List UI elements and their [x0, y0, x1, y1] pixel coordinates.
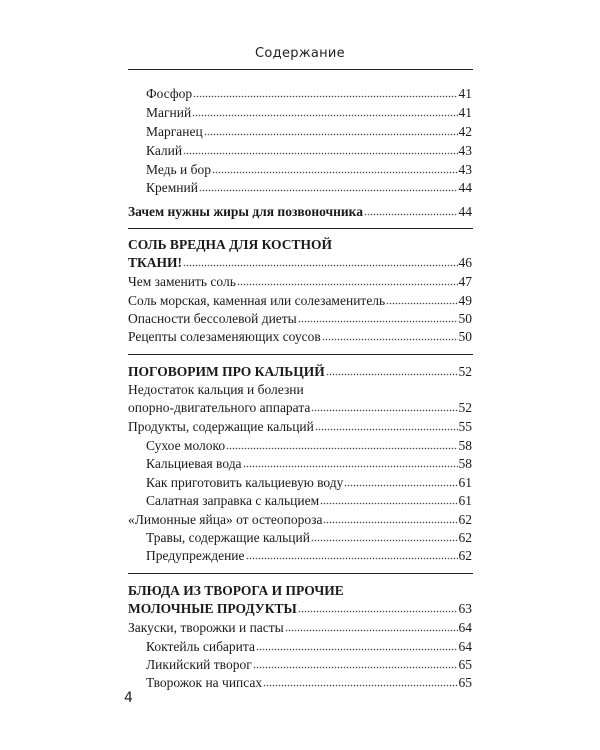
- toc-entry-title: Медь и бор: [146, 162, 212, 177]
- toc-entry[interactable]: [128, 310, 472, 327]
- toc-entry[interactable]: [146, 104, 472, 121]
- toc-entry[interactable]: [146, 123, 472, 140]
- dot-leader: [315, 419, 458, 431]
- toc-entry-title: Кальциевая вода: [146, 456, 242, 471]
- toc-entry-page: 62: [458, 530, 472, 545]
- dot-leader: [320, 493, 457, 505]
- toc-entry[interactable]: [146, 161, 472, 178]
- dot-leader: [183, 143, 457, 155]
- toc-entry[interactable]: [146, 455, 472, 472]
- toc-entry[interactable]: [128, 399, 472, 416]
- toc-entry-page: 50: [458, 329, 472, 344]
- toc-entry-title: Предупреждение: [146, 548, 245, 563]
- dot-leader: [193, 86, 457, 98]
- toc-entry[interactable]: [128, 328, 472, 345]
- toc-entry-title: Закуски, творожки и пасты: [128, 620, 284, 635]
- chapter-title-line[interactable]: СОЛЬ ВРЕДНА ДЛЯ КОСТНОЙ: [128, 237, 332, 252]
- toc-entry[interactable]: [146, 142, 472, 159]
- toc-entry-title: Калий: [146, 143, 183, 158]
- toc-entry-title: ТКАНИ!: [128, 255, 183, 270]
- toc-entry[interactable]: [146, 547, 472, 564]
- dot-leader: [344, 475, 457, 487]
- toc-entry-page: 44: [458, 180, 472, 195]
- toc-entry-title: ПОГОВОРИМ ПРО КАЛЬЦИЙ: [128, 364, 325, 379]
- toc-entry-title: Травы, содержащие кальций: [146, 530, 310, 545]
- toc-entry[interactable]: [146, 492, 472, 509]
- toc-entry-page: 52: [458, 364, 472, 379]
- section-divider: [128, 228, 473, 229]
- toc-entry-page: 58: [458, 438, 472, 453]
- toc-entry-title: Как приготовить кальциевую воду: [146, 475, 344, 490]
- toc-entry-title: Соль морская, каменная или солезаменитель: [128, 293, 386, 308]
- dot-leader: [322, 329, 458, 341]
- dot-leader: [326, 364, 458, 376]
- dot-leader: [386, 293, 457, 305]
- toc-entry-page: 49: [458, 293, 472, 308]
- dot-leader: [263, 675, 457, 687]
- toc-entry[interactable]: [128, 619, 472, 636]
- toc-entry-page: 46: [458, 255, 472, 270]
- toc-entry[interactable]: [128, 292, 472, 309]
- toc-entry-page: 52: [458, 400, 472, 415]
- dot-leader: [246, 548, 458, 560]
- dot-leader: [323, 512, 457, 524]
- toc-entry[interactable]: [146, 656, 472, 673]
- toc-entry-title: Ликийский творог: [146, 657, 252, 672]
- chapter-title[interactable]: [128, 254, 472, 271]
- dot-leader: [298, 311, 458, 323]
- running-header: Содержание: [255, 46, 345, 61]
- toc-entry-title: Коктейль сибарита: [146, 639, 255, 654]
- toc-entry-page: 43: [458, 162, 472, 177]
- dot-leader: [285, 620, 458, 632]
- toc-entry-page: 42: [458, 124, 472, 139]
- toc-entry-title: Марганец: [146, 124, 203, 139]
- toc-entry-title: Творожок на чипсах: [146, 675, 263, 690]
- toc-entry-page: 47: [458, 274, 472, 289]
- toc-entry-title: МОЛОЧНЫЕ ПРОДУКТЫ: [128, 601, 297, 616]
- toc-entry-title: Чем заменить соль: [128, 274, 236, 289]
- dot-leader: [237, 274, 458, 286]
- toc-entry[interactable]: [146, 529, 472, 546]
- dot-leader: [311, 530, 458, 542]
- dot-leader: [298, 601, 458, 613]
- toc-entry-page: 64: [458, 620, 472, 635]
- dot-leader: [256, 639, 458, 651]
- toc-entry-page: 65: [458, 675, 472, 690]
- chapter-title-line[interactable]: БЛЮДА ИЗ ТВОРОГА И ПРОЧИЕ: [128, 583, 344, 598]
- section-divider: [128, 573, 473, 574]
- toc-entry[interactable]: [128, 418, 472, 435]
- toc-entry-page: 41: [458, 86, 472, 101]
- toc-entry-page: 43: [458, 143, 472, 158]
- toc-entry-page: 55: [458, 419, 472, 434]
- toc-entry-title: Продукты, содержащие кальций: [128, 419, 314, 434]
- toc-entry-page: 41: [458, 105, 472, 120]
- toc-entry-page: 61: [458, 475, 472, 490]
- toc-entry-page: 65: [458, 657, 472, 672]
- toc-entry-page: 63: [458, 601, 472, 616]
- chapter-title[interactable]: [128, 363, 472, 380]
- dot-leader: [192, 105, 457, 117]
- dot-leader: [204, 124, 458, 136]
- toc-entry-bold[interactable]: [128, 203, 472, 220]
- toc-entry[interactable]: [146, 474, 472, 491]
- dot-leader: [364, 204, 458, 216]
- toc-entry[interactable]: [128, 511, 472, 528]
- toc-entry[interactable]: [128, 273, 472, 290]
- dot-leader: [311, 400, 457, 412]
- toc-entry-title: «Лимонные яйца» от остеопороза: [128, 512, 323, 527]
- toc-entry-title: Зачем нужны жиры для позвоночника: [128, 204, 363, 219]
- toc-entry-title: Кремний: [146, 180, 198, 195]
- toc-entry-title: Салатная заправка с кальцием: [146, 493, 320, 508]
- toc-entry[interactable]: [146, 437, 472, 454]
- section-divider: [128, 354, 473, 355]
- toc-entry-title: Сухое молоко: [146, 438, 226, 453]
- toc-entry-page: 50: [458, 311, 472, 326]
- chapter-title[interactable]: [128, 600, 472, 617]
- toc-entry-title: Фосфор: [146, 86, 193, 101]
- toc-entry[interactable]: [146, 638, 472, 655]
- toc-entry-page: 61: [458, 493, 472, 508]
- toc-entry-page: 58: [458, 456, 472, 471]
- toc-entry[interactable]: [146, 179, 472, 196]
- page-number: 4: [124, 690, 133, 706]
- toc-entry-page: 64: [458, 639, 472, 654]
- dot-leader: [243, 456, 458, 468]
- dot-leader: [253, 657, 458, 669]
- toc-entry-page: 62: [458, 512, 472, 527]
- dot-leader: [212, 162, 457, 174]
- toc-entry-title: Опасности бессолевой диеты: [128, 311, 297, 326]
- dot-leader: [226, 438, 457, 450]
- toc-entry-page: 44: [458, 204, 472, 219]
- toc-entry[interactable]: [146, 85, 472, 102]
- toc-entry-title: Магний: [146, 105, 192, 120]
- toc-entry-page: 62: [458, 548, 472, 563]
- toc-entry-line[interactable]: Недостаток кальция и болезни: [128, 382, 304, 397]
- toc-entry[interactable]: [146, 674, 472, 691]
- toc-entry-title: опорно-двигательного аппарата: [128, 400, 311, 415]
- dot-leader: [183, 255, 457, 267]
- dot-leader: [199, 180, 458, 192]
- toc-entry-title: Рецепты солезаменяющих соусов: [128, 329, 321, 344]
